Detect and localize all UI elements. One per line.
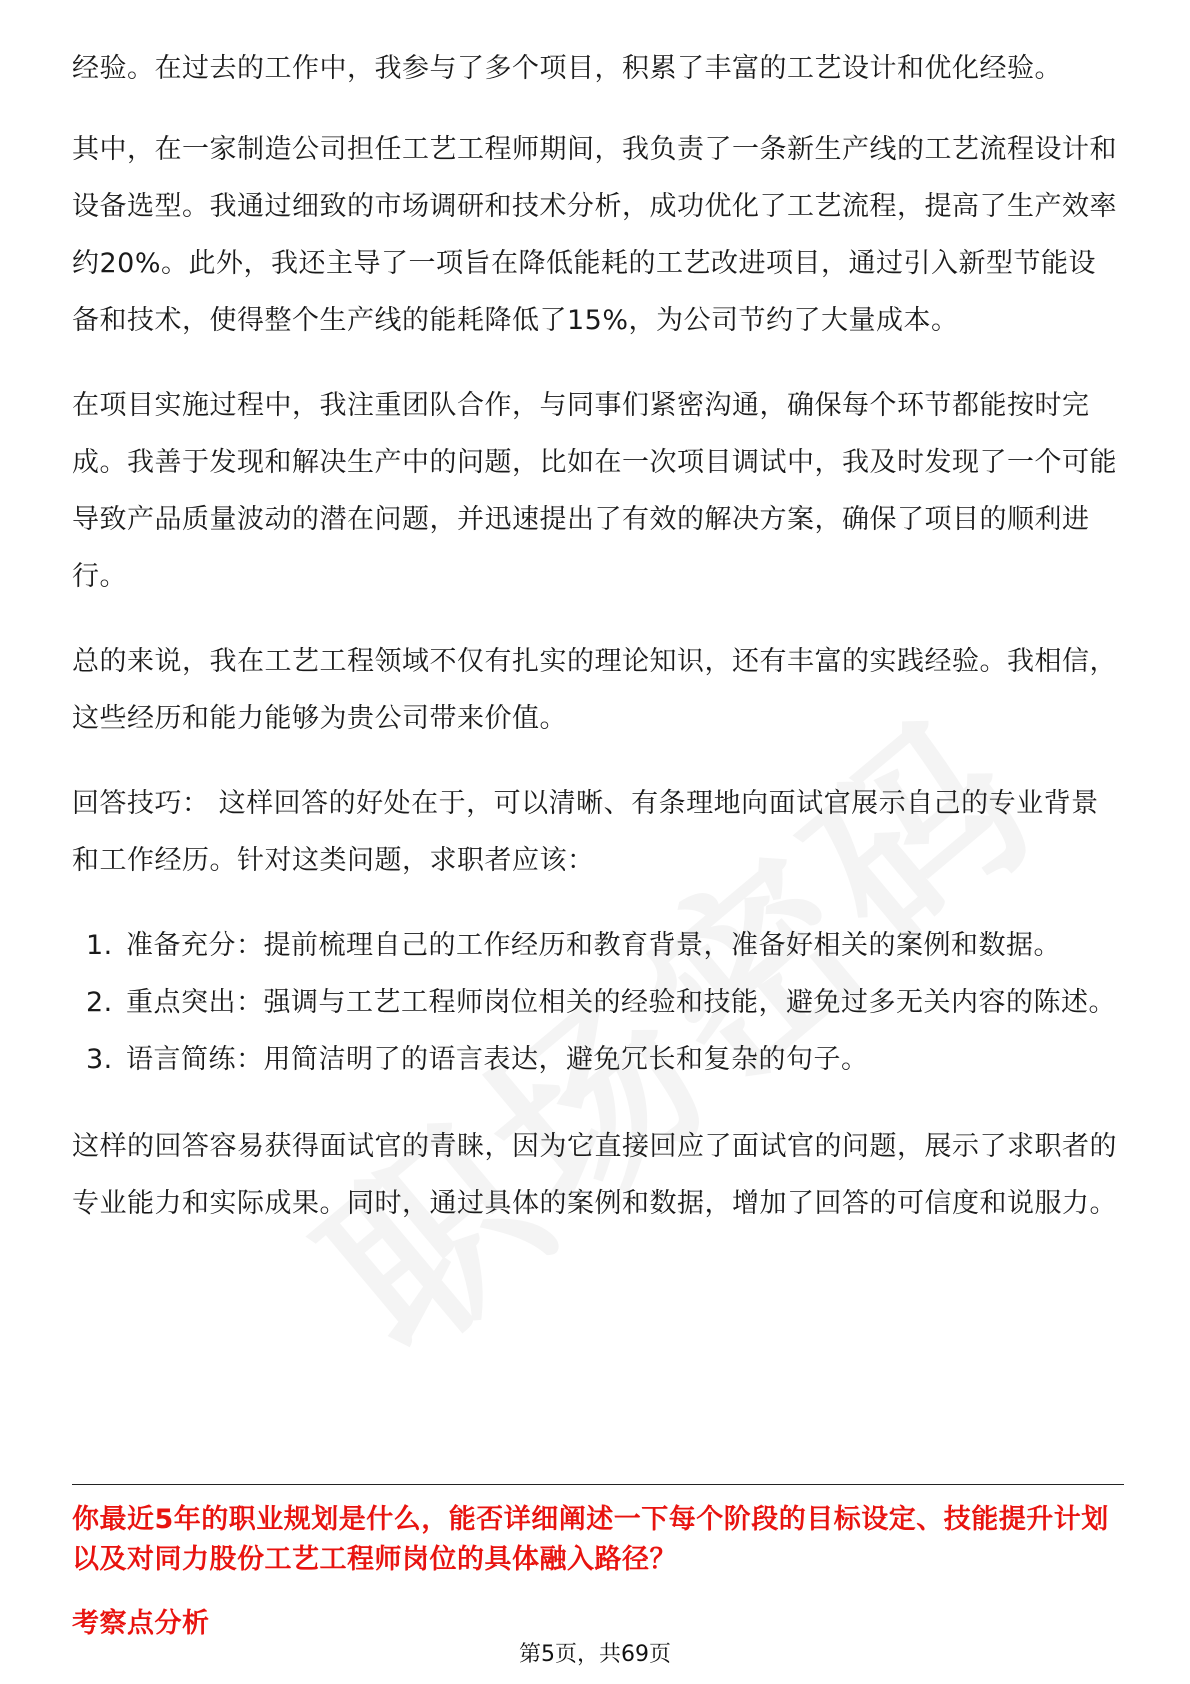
list-item-text: 重点突出：强调与工艺工程师岗位相关的经验和技能，避免过多无关内容的陈述。 xyxy=(126,987,1116,1018)
list-item-text: 准备充分：提前梳理自己的工作经历和教育背景，准备好相关的案例和数据。 xyxy=(126,930,1061,961)
list-item-number: 2. xyxy=(86,987,113,1018)
paragraph-teamwork: 在项目实施过程中，我注重团队合作，与同事们紧密沟通，确保每个环节都能按时完成。我善于发现和解决生产中的问题，比如在一次项目调试中，我及时发现了一个可能导致产品质量波动的潜在问题，并迅速提出了有效的解决方案，确保了项目的顺利进行。 xyxy=(72,390,1117,592)
list-item-number: 1. xyxy=(86,930,113,961)
paragraph-summary: 总的来说，我在工艺工程领域不仅有扎实的理论知识，还有丰富的实践经验。我相信，这些经历和能力能够为贵公司带来价值。 xyxy=(72,646,1117,734)
tips-list xyxy=(72,917,1122,1088)
paragraph-project-achievements: 其中，在一家制造公司担任工艺工程师期间，我负责了一条新生产线的工艺流程设计和设备选型。我通过细致的市场调研和技术分析，成功优化了工艺流程，提高了生产效率约20%。此外，我还主导了一项旨在降低能耗的工艺改进项目，通过引入新型节能设备和技术，使得整个生产线的能耗降低了15%，为公司节约了大量成本。 xyxy=(72,134,1117,336)
paragraph-experience-intro: 经验。在过去的工作中，我参与了多个项目，积累了丰富的工艺设计和优化经验。 xyxy=(72,53,1062,84)
list-item-number: 3. xyxy=(86,1044,113,1075)
list-item xyxy=(72,917,1122,974)
paragraph-answer-tips: 回答技巧： 这样回答的好处在于，可以清晰、有条理地向面试官展示自己的专业背景和工作经历。针对这类问题，求职者应该： xyxy=(72,788,1099,876)
section-heading: 考察点分析 xyxy=(72,1608,210,1639)
page-number: 第5页，共69页 xyxy=(519,1642,671,1667)
interview-question: 你最近5年的职业规划是什么，能否详细阐述一下每个阶段的目标设定、技能提升计划以及对同力股份工艺工程师岗位的具体融入路径？ xyxy=(72,1504,1109,1575)
document-body xyxy=(72,40,1122,1260)
section-divider xyxy=(72,1484,1124,1485)
list-item-text: 语言简练：用简洁明了的语言表达，避免冗长和复杂的句子。 xyxy=(126,1044,869,1075)
paragraph-conclusion: 这样的回答容易获得面试官的青睐，因为它直接回应了面试官的问题，展示了求职者的专业能力和实际成果。同时，通过具体的案例和数据，增加了回答的可信度和说服力。 xyxy=(72,1131,1117,1219)
list-item xyxy=(72,974,1122,1031)
list-item xyxy=(72,1031,1122,1088)
